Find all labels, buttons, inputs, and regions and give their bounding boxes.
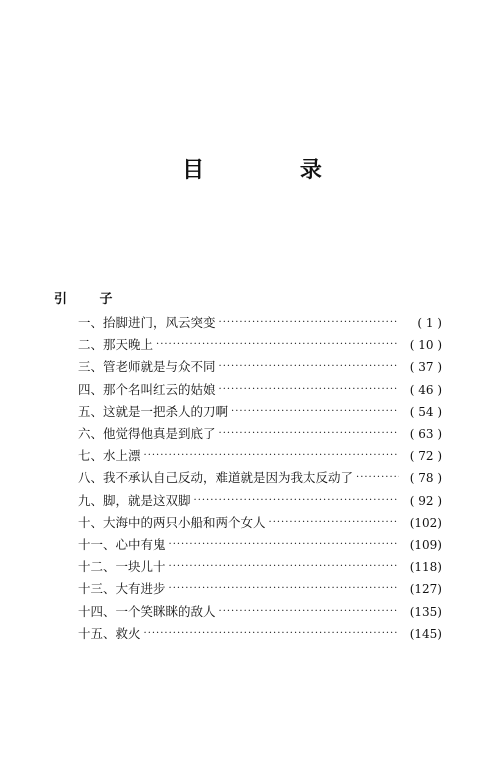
page-title: 目 录	[182, 157, 366, 183]
toc-entry-11[interactable]	[78, 534, 442, 556]
toc-entry-page: ( 92 )	[409, 493, 442, 508]
toc-entry-13[interactable]	[78, 578, 442, 600]
toc-leader-dots	[169, 537, 399, 553]
toc-entry-label: 八、我不承认自己反动，难道就是因为我太反动了	[78, 470, 354, 486]
toc-leader-dots	[231, 404, 399, 420]
toc-entry-8[interactable]	[78, 467, 442, 489]
toc-entry-label: 十五、救火	[78, 625, 141, 641]
toc-entry-label: 三、管老师就是与众不同	[78, 359, 216, 375]
toc-entry-5[interactable]	[78, 401, 442, 423]
toc-leader-dots	[194, 493, 399, 509]
toc-entry-label: 十、大海中的两只小船和两个女人	[78, 514, 266, 530]
toc-leader-dots	[144, 626, 399, 642]
toc-entry-page: (145)	[409, 626, 442, 641]
toc-entry-label: 十三、大有进步	[78, 581, 166, 597]
toc-entry-label: 七、水上漂	[78, 448, 141, 464]
toc-entry-3[interactable]	[78, 356, 442, 378]
toc-entry-page: ( 78 )	[409, 471, 442, 486]
toc-entry-2[interactable]	[78, 334, 442, 356]
toc-entry-page: ( 37 )	[409, 360, 442, 375]
toc-entry-page: ( 63 )	[409, 427, 442, 442]
toc-entry-page: ( 46 )	[409, 382, 442, 397]
toc-entry-7[interactable]	[78, 445, 442, 467]
toc-entry-page: ( 10 )	[409, 338, 442, 353]
toc-entry-10[interactable]	[78, 512, 442, 534]
toc-leader-dots	[356, 470, 399, 486]
toc-entry-label: 四、那个名叫红云的姑娘	[78, 381, 216, 397]
toc-leader-dots	[219, 382, 399, 398]
toc-entry-page: (127)	[409, 582, 442, 597]
toc-leader-dots	[169, 559, 399, 575]
toc-entry-page: (118)	[409, 560, 442, 575]
toc-leader-dots	[169, 581, 399, 597]
toc-leader-dots	[269, 515, 399, 531]
toc-entry-1[interactable]	[78, 312, 442, 334]
toc-entry-page: (102)	[409, 515, 442, 530]
toc-entry-12[interactable]	[78, 556, 442, 578]
toc-entry-page: ( 72 )	[409, 449, 442, 464]
toc-leader-dots	[219, 604, 399, 620]
toc-leader-dots	[219, 315, 399, 331]
section-heading: 引 子	[54, 292, 127, 307]
toc-leader-dots	[144, 448, 399, 464]
toc-entry-label: 六、他觉得他真是到底了	[78, 426, 216, 442]
toc-entry-page: ( 54 )	[409, 404, 442, 419]
toc-entry-6[interactable]	[78, 423, 442, 445]
toc-entry-page: (135)	[409, 604, 442, 619]
toc-entry-4[interactable]	[78, 379, 442, 401]
toc-leader-dots	[156, 337, 399, 353]
toc-entry-9[interactable]	[78, 490, 442, 512]
toc-entry-page: (109)	[409, 537, 442, 552]
toc-entry-label: 五、这就是一把杀人的刀啊	[78, 403, 229, 419]
toc-entry-label: 十四、一个笑眯眯的敌人	[78, 603, 216, 619]
toc-entry-page: ( 1 )	[417, 316, 442, 331]
toc-leader-dots	[219, 426, 399, 442]
toc-entry-14[interactable]	[78, 600, 442, 622]
toc-entry-label: 十二、一块儿十	[78, 559, 166, 575]
table-of-contents	[78, 312, 442, 645]
toc-entry-label: 十一、心中有鬼	[78, 536, 166, 552]
toc-entry-15[interactable]	[78, 623, 442, 645]
toc-leader-dots	[219, 359, 399, 375]
toc-entry-label: 二、那天晚上	[78, 337, 154, 353]
toc-entry-label: 一、抬脚进门，风云突变	[78, 315, 216, 331]
toc-entry-label: 九、脚，就是这双脚	[78, 492, 191, 508]
